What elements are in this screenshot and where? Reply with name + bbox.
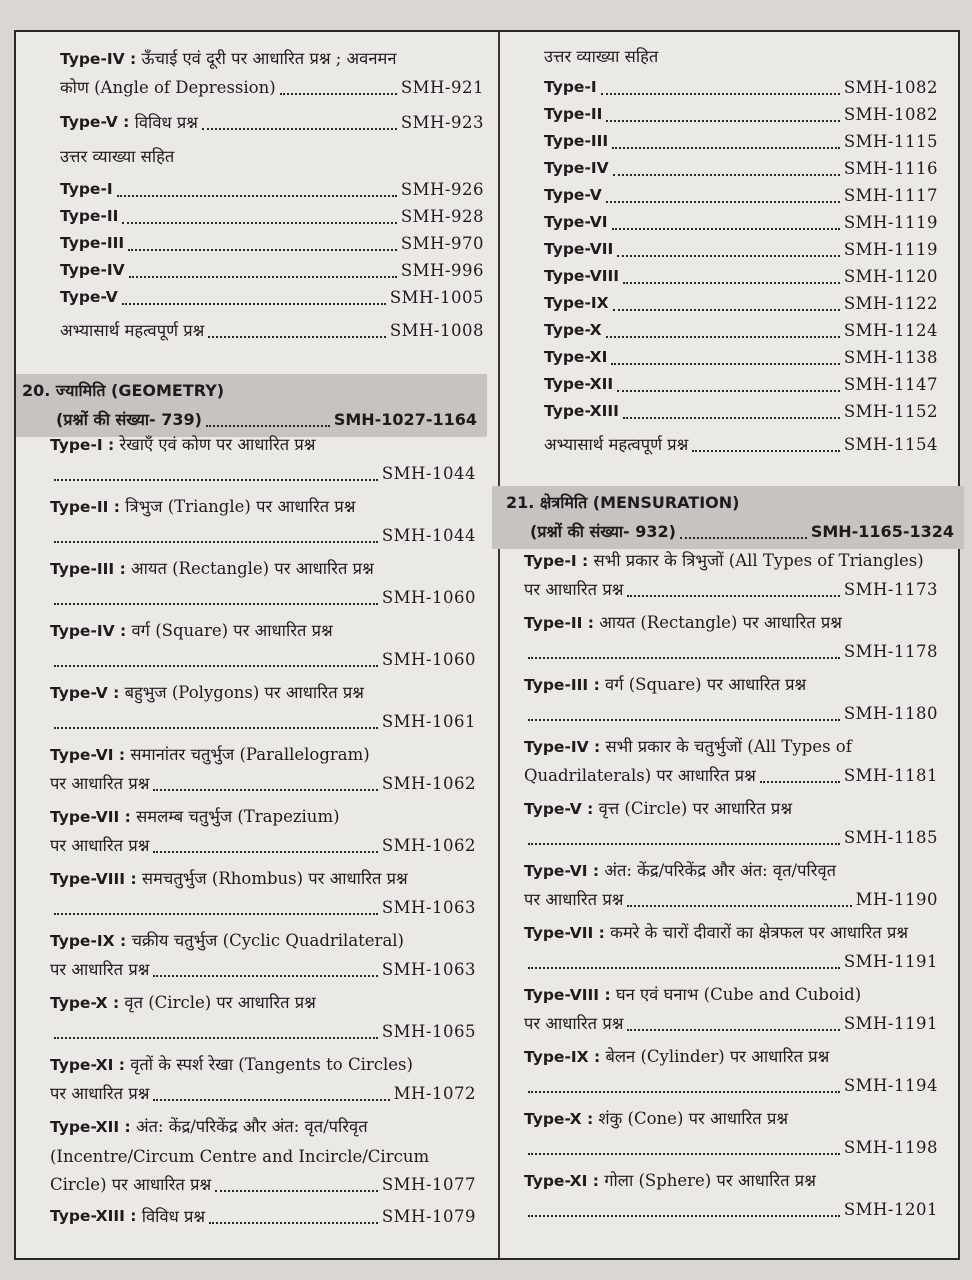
type-page-row	[50, 1018, 476, 1045]
page-code: SMH-1060	[381, 650, 476, 669]
left-column	[16, 32, 496, 344]
type-label: Type-VIII :	[524, 986, 611, 1004]
dot-leader	[692, 450, 840, 452]
type-label: Type-IX :	[50, 932, 127, 950]
type-entry[interactable]	[50, 1050, 476, 1107]
page-code: SMH-1185	[843, 828, 938, 847]
mensuration-type-list	[502, 546, 958, 1228]
type-text: अंत: केंद्र/परिकेंद्र और अंत: वृत/परिवृत	[135, 1117, 368, 1136]
type-label: Type-IV	[60, 261, 125, 279]
page-code: SMH-1079	[381, 1207, 476, 1226]
type-text-continued: पर आधारित प्रश्न	[50, 960, 150, 979]
type-entry[interactable]	[524, 732, 938, 789]
dot-leader	[153, 975, 377, 977]
type-text: वर्ग (Square) पर आधारित प्रश्न	[131, 621, 333, 640]
type-page-row	[524, 1010, 938, 1037]
page-code: SMH-1060	[381, 588, 476, 607]
page-code: SMH-1181	[843, 766, 938, 785]
practice-entry[interactable]: अभ्यासार्थ महत्वपूर्ण प्रश्न SMH-1154	[544, 435, 938, 454]
page-code: SMH-1062	[381, 836, 476, 855]
type-label: Type-IX	[544, 294, 609, 312]
dot-leader	[627, 1029, 839, 1031]
type-label: Type-VI :	[50, 746, 126, 764]
page-code: SMH-1147	[843, 375, 938, 394]
type-text: वृत (Circle) पर आधारित प्रश्न	[124, 993, 316, 1012]
type-page-row	[50, 832, 476, 859]
type-text: चक्रीय चतुर्भुज (Cyclic Quadrilateral)	[131, 931, 404, 950]
page-code: SMH-1061	[381, 712, 476, 731]
page-code: SMH-1115	[843, 132, 938, 151]
type-entry[interactable]	[524, 546, 938, 603]
type-page-row	[50, 894, 476, 921]
answer-entry[interactable]	[60, 176, 484, 203]
dot-leader	[528, 1091, 840, 1093]
type-text: समानांतर चतुर्भुज (Parallelogram)	[130, 745, 370, 764]
answer-entry[interactable]	[544, 371, 938, 398]
page-code: SMH-996	[400, 261, 484, 280]
type-page-row	[50, 770, 476, 797]
dot-leader	[209, 1222, 378, 1224]
type-label: Type-XIII	[544, 402, 619, 420]
answer-entry[interactable]	[544, 128, 938, 155]
type-heading	[524, 918, 938, 948]
type-heading	[50, 678, 476, 708]
dot-leader	[128, 249, 397, 251]
page-code: SMH-1117	[843, 186, 938, 205]
page-code: SMH-1173	[843, 580, 938, 599]
dot-leader	[606, 120, 839, 122]
dot-leader	[627, 595, 839, 597]
right-answer-list	[544, 74, 938, 425]
type-page-row	[50, 708, 476, 735]
type-entry[interactable]	[50, 678, 476, 735]
type-text-continued: Circle) पर आधारित प्रश्न	[50, 1175, 212, 1194]
type-heading	[50, 988, 476, 1018]
page-code: SMH-1124	[843, 321, 938, 340]
dot-leader	[122, 303, 386, 305]
type-text: गोला (Sphere) पर आधारित प्रश्न	[604, 1171, 816, 1190]
type-text: घन एवं घनाभ (Cube and Cuboid)	[615, 985, 862, 1004]
page-code: SMH-1191	[843, 952, 938, 971]
type-heading	[50, 554, 476, 584]
answers-subheading: उत्तर व्याख्या सहित	[544, 47, 659, 66]
type-label: Type-XI :	[50, 1056, 125, 1074]
type-label: Type-XIII :	[50, 1207, 137, 1225]
type-entry[interactable]	[50, 430, 476, 487]
type-text: शंकु (Cone) पर आधारित प्रश्न	[598, 1109, 789, 1128]
type-text: अंत: केंद्र/परिकेंद्र और अंत: वृत/परिवृत	[604, 861, 837, 880]
type-entry[interactable]	[50, 1112, 476, 1198]
page-code: SMH-970	[400, 234, 484, 253]
type-entry[interactable]	[524, 670, 938, 727]
type-label: Type-V	[544, 186, 602, 204]
dot-leader	[54, 479, 378, 481]
dot-leader	[117, 195, 397, 197]
type-entry[interactable]	[524, 1166, 938, 1223]
answer-entry[interactable]	[544, 155, 938, 182]
type-heading	[524, 732, 938, 762]
type-entry[interactable]	[50, 926, 476, 983]
type-text-continued: पर आधारित प्रश्न	[50, 774, 150, 793]
type-heading	[50, 864, 476, 894]
type-entry[interactable]	[524, 980, 938, 1037]
dot-leader	[206, 425, 330, 427]
answer-entry[interactable]	[544, 290, 938, 317]
dot-leader	[54, 541, 378, 543]
dot-leader	[208, 336, 386, 338]
type-entry[interactable]	[50, 616, 476, 673]
type-label: Type-II	[60, 207, 119, 225]
type-heading	[50, 1050, 476, 1080]
type-text-continued: (Incentre/Circum Centre and Incircle/Circum	[50, 1147, 430, 1166]
type-label: Type-III :	[524, 676, 600, 694]
type-text: बेलन (Cylinder) पर आधारित प्रश्न	[605, 1047, 830, 1066]
dot-leader	[153, 789, 377, 791]
type-label: Type-V	[60, 288, 118, 306]
dot-leader	[617, 255, 840, 257]
dot-leader	[122, 222, 396, 224]
type-entry[interactable]	[50, 492, 476, 549]
type-text: आयत (Rectangle) पर आधारित प्रश्न	[599, 613, 842, 632]
type-text: विविध प्रश्न	[141, 1207, 206, 1226]
type-heading	[524, 980, 938, 1010]
dot-leader	[528, 719, 840, 721]
type-entry[interactable]	[524, 608, 938, 665]
type-label: Type-I :	[524, 552, 589, 570]
type-heading	[50, 492, 476, 522]
dot-leader	[612, 228, 840, 230]
dot-leader	[528, 657, 840, 659]
page-code: SMH-1198	[843, 1138, 938, 1157]
dot-leader	[612, 147, 840, 149]
dot-leader	[680, 537, 807, 539]
type-page-row	[50, 522, 476, 549]
type-text: समलम्ब चतुर्भुज (Trapezium)	[136, 807, 340, 826]
page-code: SMH-1180	[843, 704, 938, 723]
type-heading	[524, 1042, 938, 1072]
type-label: Type-VIII :	[50, 870, 137, 888]
type-label: Type-VI	[544, 213, 608, 231]
page-code: MH-1072	[393, 1084, 476, 1103]
type-text: वर्ग (Square) पर आधारित प्रश्न	[605, 675, 807, 694]
page-code: SMH-1044	[381, 464, 476, 483]
answer-entry[interactable]	[60, 257, 484, 284]
type-page-row	[50, 1171, 476, 1198]
dot-leader	[623, 417, 840, 419]
dot-leader	[54, 603, 378, 605]
left-answer-list	[60, 176, 484, 311]
type-label: Type-XI	[544, 348, 608, 366]
type-heading	[524, 1104, 938, 1134]
type-text-continued: पर आधारित प्रश्न	[524, 580, 624, 599]
dot-leader	[528, 843, 840, 845]
type-label: Type-X	[544, 321, 602, 339]
dot-leader	[613, 309, 840, 311]
right-column	[502, 32, 958, 458]
type-heading	[50, 616, 476, 646]
dot-leader	[528, 967, 840, 969]
answer-entry[interactable]	[544, 317, 938, 344]
type-label: Type-VII :	[50, 808, 131, 826]
type-entry[interactable]	[50, 864, 476, 921]
type-label: Type-XII	[544, 375, 614, 393]
type-entry[interactable]	[524, 1104, 938, 1161]
answer-entry[interactable]	[544, 398, 938, 425]
type-heading	[524, 794, 938, 824]
answer-entry[interactable]	[60, 203, 484, 230]
page-code: MH-1190	[855, 890, 938, 909]
type-label: Type-IV :	[524, 738, 601, 756]
type-page-row	[524, 700, 938, 727]
type-entry[interactable]	[50, 802, 476, 859]
type-label: Type-VII	[544, 240, 614, 258]
type-heading	[50, 1112, 476, 1142]
type-text: बहुभुज (Polygons) पर आधारित प्रश्न	[124, 683, 364, 702]
page-code: SMH-1044	[381, 526, 476, 545]
dot-leader	[623, 282, 840, 284]
answer-entry[interactable]	[544, 101, 938, 128]
page-code: SMH-1063	[381, 960, 476, 979]
type-label: Type-II :	[524, 614, 595, 632]
dot-leader	[215, 1190, 378, 1192]
type-text-continued: पर आधारित प्रश्न	[524, 1014, 624, 1033]
dot-leader	[606, 336, 840, 338]
type-entry[interactable]	[50, 740, 476, 797]
type-heading	[50, 430, 476, 460]
type-entry[interactable]	[50, 988, 476, 1045]
dot-leader	[280, 93, 397, 95]
type-label: Type-V :	[50, 684, 120, 702]
dot-leader	[613, 174, 840, 176]
type-text: कमरे के चारों दीवारों का क्षेत्रफल पर आधारित प्रश्न	[610, 923, 909, 942]
page-code: SMH-1062	[381, 774, 476, 793]
type-page-row	[50, 1080, 476, 1107]
type-text: आयत (Rectangle) पर आधारित प्रश्न	[131, 559, 374, 578]
page-code: SMH-1152	[843, 402, 938, 421]
type-entry[interactable]	[50, 554, 476, 611]
page-code: SMH-1063	[381, 898, 476, 917]
type-label: Type-III	[60, 234, 125, 252]
answer-entry[interactable]	[544, 344, 938, 371]
page-code: SMH-1122	[843, 294, 938, 313]
type-text: वृतों के स्पर्श रेखा (Tangents to Circles)	[130, 1055, 413, 1074]
type-heading	[524, 1166, 938, 1196]
type-page-row	[524, 1196, 938, 1223]
type-page-row	[524, 1072, 938, 1099]
type-page-row	[524, 886, 938, 913]
dot-leader	[611, 363, 840, 365]
type-label: Type-II :	[50, 498, 121, 516]
type-v-entry[interactable]: Type-V : विविध प्रश्न SMH-923	[60, 113, 484, 132]
dot-leader	[617, 390, 840, 392]
page-code: SMH-1178	[843, 642, 938, 661]
page-code: SMH-926	[400, 180, 484, 199]
contents-page	[14, 30, 960, 1260]
dot-leader	[528, 1215, 840, 1217]
type-entry[interactable]	[50, 1203, 476, 1230]
type-page-row	[50, 646, 476, 673]
type-heading	[524, 608, 938, 638]
type-label: Type-V :	[524, 800, 594, 818]
type-entry[interactable]	[524, 794, 938, 851]
type-label: Type-IX :	[524, 1048, 601, 1066]
type-page-row	[524, 1134, 938, 1161]
dot-leader	[528, 1153, 840, 1155]
answer-entry[interactable]	[544, 263, 938, 290]
dot-leader	[54, 727, 378, 729]
page-code: SMH-1191	[843, 1014, 938, 1033]
dot-leader	[627, 905, 851, 907]
answer-entry[interactable]	[60, 284, 484, 311]
section-mensuration[interactable]: 21. क्षेत्रमिति (MENSURATION) (प्रश्नों की संख्या- 932) SMH-1165-1324	[492, 486, 964, 549]
type-heading	[50, 926, 476, 956]
dot-leader	[153, 1099, 389, 1101]
dot-leader	[129, 276, 397, 278]
type-heading	[524, 546, 938, 576]
type-text: सभी प्रकार के त्रिभुजों (All Types of Triangles)	[593, 551, 924, 570]
type-label: Type-IV :	[50, 622, 127, 640]
type-label: Type-II	[544, 105, 603, 123]
type-label: Type-IV	[544, 159, 609, 177]
type-page-row	[524, 576, 938, 603]
type-label: Type-XII :	[50, 1118, 131, 1136]
page-code: SMH-1201	[843, 1200, 938, 1219]
type-text-continued: पर आधारित प्रश्न	[524, 890, 624, 909]
answer-entry[interactable]	[60, 230, 484, 257]
dot-leader	[54, 913, 378, 915]
page-code: SMH-1082	[843, 78, 938, 97]
type-page-row	[50, 956, 476, 983]
type-entry[interactable]	[524, 1042, 938, 1099]
type-text-continued: पर आधारित प्रश्न	[50, 836, 150, 855]
type-page-row	[524, 762, 938, 789]
dot-leader	[202, 128, 397, 130]
dot-leader	[54, 1037, 378, 1039]
answer-entry[interactable]	[544, 182, 938, 209]
type-label: Type-XI :	[524, 1172, 599, 1190]
answer-entry[interactable]	[544, 236, 938, 263]
type-label: Type-VI :	[524, 862, 600, 880]
answer-entry[interactable]	[544, 74, 938, 101]
type-text: त्रिभुज (Triangle) पर आधारित प्रश्न	[125, 497, 356, 516]
type-entry[interactable]	[524, 918, 938, 975]
page-code: SMH-1005	[389, 288, 484, 307]
type-text: सभी प्रकार के चतुर्भुजों (All Types of	[605, 737, 852, 756]
type-label: Type-VII :	[524, 924, 605, 942]
page-code: SMH-1194	[843, 1076, 938, 1095]
answers-subheading: उत्तर व्याख्या सहित	[60, 147, 175, 166]
section-geometry[interactable]: 20. ज्यामिति (GEOMETRY) (प्रश्नों की संख्या- 739) SMH-1027-1164	[16, 374, 487, 437]
type-heading	[524, 670, 938, 700]
page-code: SMH-1065	[381, 1022, 476, 1041]
answer-entry[interactable]	[544, 209, 938, 236]
type-label: Type-X :	[524, 1110, 594, 1128]
type-text: वृत्त (Circle) पर आधारित प्रश्न	[598, 799, 792, 818]
geometry-type-list	[16, 430, 496, 1230]
type-label: Type-I	[60, 180, 113, 198]
type-heading	[524, 856, 938, 886]
page-code: SMH-1077	[381, 1175, 476, 1194]
type-label: Type-I	[544, 78, 597, 96]
type-text-continued: Quadrilaterals) पर आधारित प्रश्न	[524, 766, 756, 785]
type-label: Type-VIII	[544, 267, 620, 285]
type-text: समचतुर्भुज (Rhombus) पर आधारित प्रश्न	[141, 869, 408, 888]
page-code: SMH-1082	[843, 105, 938, 124]
type-iv-entry[interactable]: कोण (Angle of Depression) SMH-921	[60, 78, 484, 97]
dot-leader	[601, 93, 840, 95]
type-page-row	[524, 948, 938, 975]
type-page-row	[50, 460, 476, 487]
type-label: Type-X :	[50, 994, 120, 1012]
practice-entry[interactable]: अभ्यासार्थ महत्वपूर्ण प्रश्न SMH-1008	[60, 321, 484, 340]
dot-leader	[153, 851, 377, 853]
type-entry[interactable]	[524, 856, 938, 913]
type-label: Type-III :	[50, 560, 126, 578]
page-code: SMH-1119	[843, 213, 938, 232]
dot-leader	[760, 781, 840, 783]
page-code: SMH-1119	[843, 240, 938, 259]
type-heading	[50, 740, 476, 770]
column-divider	[498, 32, 500, 1258]
page-code: SMH-1138	[843, 348, 938, 367]
type-text: रेखाएँ एवं कोण पर आधारित प्रश्न	[119, 435, 316, 454]
type-page-row	[50, 584, 476, 611]
type-page-row	[524, 638, 938, 665]
dot-leader	[606, 201, 840, 203]
page-code: SMH-1120	[843, 267, 938, 286]
page-code: SMH-928	[400, 207, 484, 226]
type-label: Type-I :	[50, 436, 115, 454]
dot-leader	[54, 665, 378, 667]
type-iv-heading: Type-IV : ऊँचाई एवं दूरी पर आधारित प्रश्न ; अवनमन	[60, 49, 397, 68]
type-text-continued: पर आधारित प्रश्न	[50, 1084, 150, 1103]
type-page-row	[524, 824, 938, 851]
page-code: SMH-1116	[843, 159, 938, 178]
type-heading	[50, 802, 476, 832]
type-label: Type-III	[544, 132, 609, 150]
